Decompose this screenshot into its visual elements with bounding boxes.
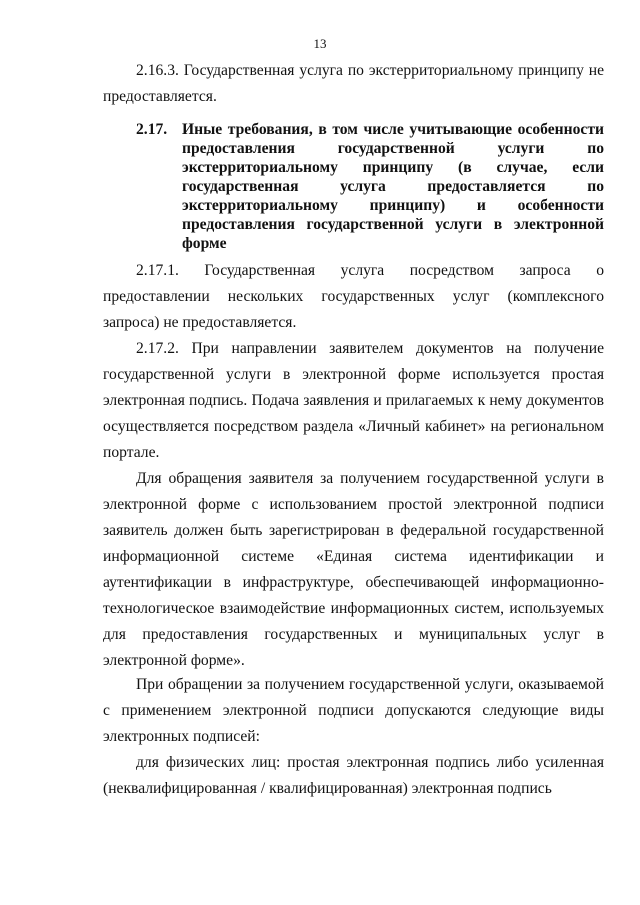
section-number: 2.17. <box>136 121 168 138</box>
paragraph-registration: Для обращения заявителя за получением государственной услуги в электронной форме с использованием простой электронной подписи заявитель должен быть зарегистрирован в федеральной государственной информационной системе «Единая система идентификации и аутентификации в инфраструктуре, обеспечивающей информационно-технологическое взаимодействие информационных систем, используемых для предоставления государственных и муниципальных услуг в электронной форме». <box>103 470 604 669</box>
paragraph-signature-types: При обращении за получением государственной услуги, оказываемой с применением электронной подписи допускаются следующие виды электронных подписей: <box>103 676 604 745</box>
paragraph-2-16-3: 2.16.3. Государственная услуга по экстерриториальному принципу не предоставляется. <box>103 62 604 105</box>
paragraph-2-17-1: 2.17.1. Государственная услуга посредством запроса о предоставлении нескольких государственных услуг (комплексного запроса) не предоставляется. <box>103 262 604 331</box>
section-title: Иные требования, в том числе учитывающие особенности предоставления государственной услуги по экстерриториальному принципу (в случае, если государственная услуга предоставляется по экстерриториальному принципу) и особенности предоставления государственной услуги в электронной форме <box>182 121 604 252</box>
section-heading-2-17 <box>136 120 604 253</box>
paragraph-individuals: для физических лиц: простая электронная подпись либо усиленная (неквалифицированная / квалифицированная) электронная подпись <box>103 754 604 797</box>
paragraph-2-17-2: 2.17.2. При направлении заявителем документов на получение государственной услуги в электронной форме используется простая электронная подпись. Подача заявления и прилагаемых к нему документов осуществляется посредством раздела «Личный кабинет» на региональном портале. <box>103 340 604 461</box>
page-number: 13 <box>313 36 327 51</box>
